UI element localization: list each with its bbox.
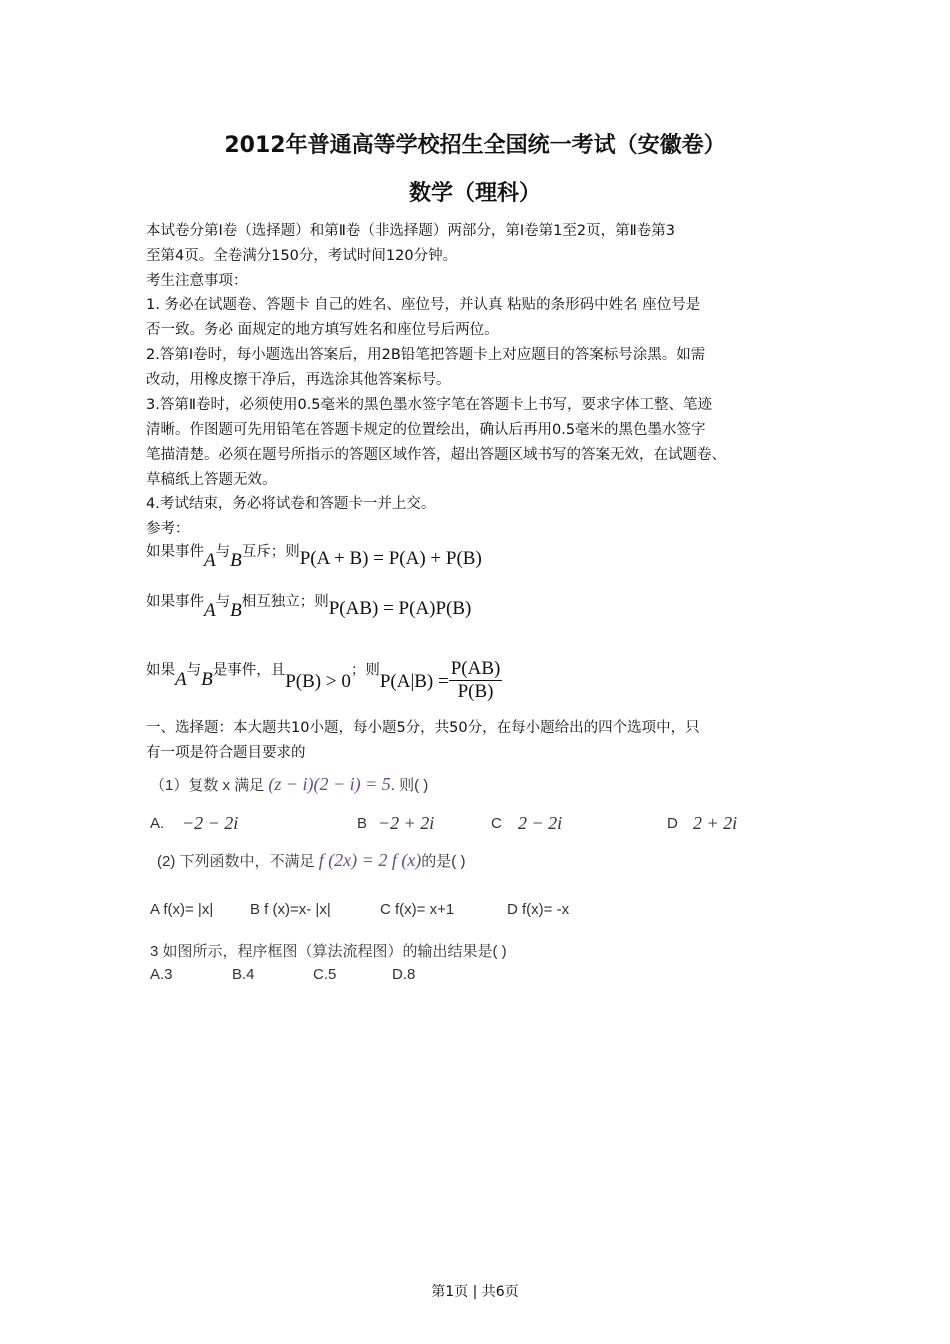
var-b: B xyxy=(201,668,213,690)
notice-line: 清晰。作图题可先用铅笔在答题卡规定的位置绘出，确认后再用0.5毫米的黑色墨水签字 xyxy=(146,422,706,438)
formula-text: 如果 xyxy=(146,662,175,679)
formula-expr: P(A + B) = P(A) + P(B) xyxy=(299,548,482,569)
question-tail: . 则( ) xyxy=(390,777,429,794)
q1-option-b-value: −2 + 2i xyxy=(378,813,435,833)
fraction xyxy=(449,658,503,703)
formula-mutually-exclusive xyxy=(146,540,482,571)
formula-text: 如果事件 xyxy=(146,594,204,610)
formula-text: 与 xyxy=(215,594,231,610)
q1-option-c: C xyxy=(491,815,502,832)
option-label: A. xyxy=(150,815,165,832)
question-3: 3 如图所示，程序框图（算法流程图）的输出结果是( ) xyxy=(150,943,507,960)
question-stem: (2) 下列函数中，不满足 xyxy=(157,853,315,870)
formula-text: 如果事件 xyxy=(146,544,204,560)
question-expr: (z − i)(2 − i) = 5 xyxy=(268,774,391,794)
question-2 xyxy=(157,850,465,871)
q2-option-b: B f (x)=x- |x| xyxy=(250,901,331,918)
q2-option-c: C f(x)= x+1 xyxy=(380,901,455,918)
q1-option-b: B xyxy=(357,815,368,832)
question-expr: f (2x) = 2 f (x) xyxy=(318,850,422,870)
formula-text: 相互独立；则 xyxy=(241,594,329,610)
q2-option-d: D f(x)= -x xyxy=(507,901,570,918)
formula-text: 是事件，且 xyxy=(212,662,286,679)
formula-conditional xyxy=(146,648,502,702)
intro-line: 至第4页。全卷满分150分，考试时间120分钟。 xyxy=(146,248,458,264)
page-title: 2012年普通高等学校招生全国统一考试（安徽卷） xyxy=(224,133,726,158)
notice-line: 改动，用橡皮擦干净后，再选涂其他答案标号。 xyxy=(146,372,451,388)
notice-line: 1. 务必在试题卷、答题卡 自己的姓名、座位号，并认真 粘贴的条形码中姓名 座位号是 xyxy=(146,297,701,313)
formula-expr: P(A|B) = xyxy=(379,670,449,692)
formula-text: ；则 xyxy=(350,662,380,679)
q3-option-b: B.4 xyxy=(232,966,255,983)
section-heading: 有一项是符合题目要求的 xyxy=(146,745,306,761)
var-a: A xyxy=(175,668,187,690)
var-a: A xyxy=(204,550,216,571)
q3-option-d: D.8 xyxy=(392,966,416,983)
formula-condition: P(B) > 0 xyxy=(285,670,351,692)
formula-expr: P(AB) = P(A)P(B) xyxy=(328,598,472,619)
notice-line: 笔描清楚。必须在题号所指示的答题区域作答，超出答题区域书写的答案无效，在试题卷、 xyxy=(146,447,726,463)
formula-independent xyxy=(146,590,472,621)
question-1 xyxy=(150,774,428,795)
denominator: P(B) xyxy=(457,681,494,702)
q2-option-a: A f(x)= |x| xyxy=(150,901,214,918)
q1-option-d: D xyxy=(667,815,678,832)
reference-heading: 参考： xyxy=(146,521,190,537)
notice-line: 否一致。务必 面规定的地方填写姓名和座位号后两位。 xyxy=(146,322,499,338)
numerator: P(AB) xyxy=(450,658,501,679)
page-subtitle: 数学（理科） xyxy=(408,181,541,206)
notice-line: 3.答第Ⅱ卷时，必须使用0.5毫米的黑色墨水签字笔在答题卡上书写，要求字体工整、笔迹 xyxy=(146,397,713,413)
q1-option-a-value: −2 − 2i xyxy=(182,813,239,833)
var-b: B xyxy=(230,550,242,571)
page-footer: 第1页 | 共6页 xyxy=(431,1284,519,1300)
notice-line: 2.答第Ⅰ卷时，每小题选出答案后，用2B铅笔把答题卡上对应题目的答案标号涂黑。如需 xyxy=(146,347,706,363)
notice-heading: 考生注意事项： xyxy=(146,273,248,289)
intro-line: 本试卷分第Ⅰ卷（选择题）和第Ⅱ卷（非选择题）两部分，第Ⅰ卷第1至2页，第Ⅱ卷第3 xyxy=(146,223,675,239)
formula-text: 互斥；则 xyxy=(241,544,300,560)
formula-text: 与 xyxy=(215,544,231,560)
section-heading: 一、选择题：本大题共10小题，每小题5分，共50分，在每小题给出的四个选项中，只 xyxy=(146,720,700,736)
notice-line: 草稿纸上答题无效。 xyxy=(146,472,277,488)
formula-text: 与 xyxy=(186,662,202,679)
q3-option-c: C.5 xyxy=(313,966,337,983)
question-tail: 的是( ) xyxy=(421,853,466,870)
question-stem: （1）复数 x 满足 xyxy=(150,777,265,794)
q1-option-a xyxy=(150,815,164,832)
q1-option-d-value: 2 + 2i xyxy=(693,813,738,833)
var-a: A xyxy=(204,600,216,621)
q1-option-c-value: 2 − 2i xyxy=(518,813,563,833)
q3-option-a: A.3 xyxy=(150,966,173,983)
notice-line: 4.考试结束，务必将试卷和答题卡一并上交。 xyxy=(146,496,436,512)
var-b: B xyxy=(230,600,242,621)
